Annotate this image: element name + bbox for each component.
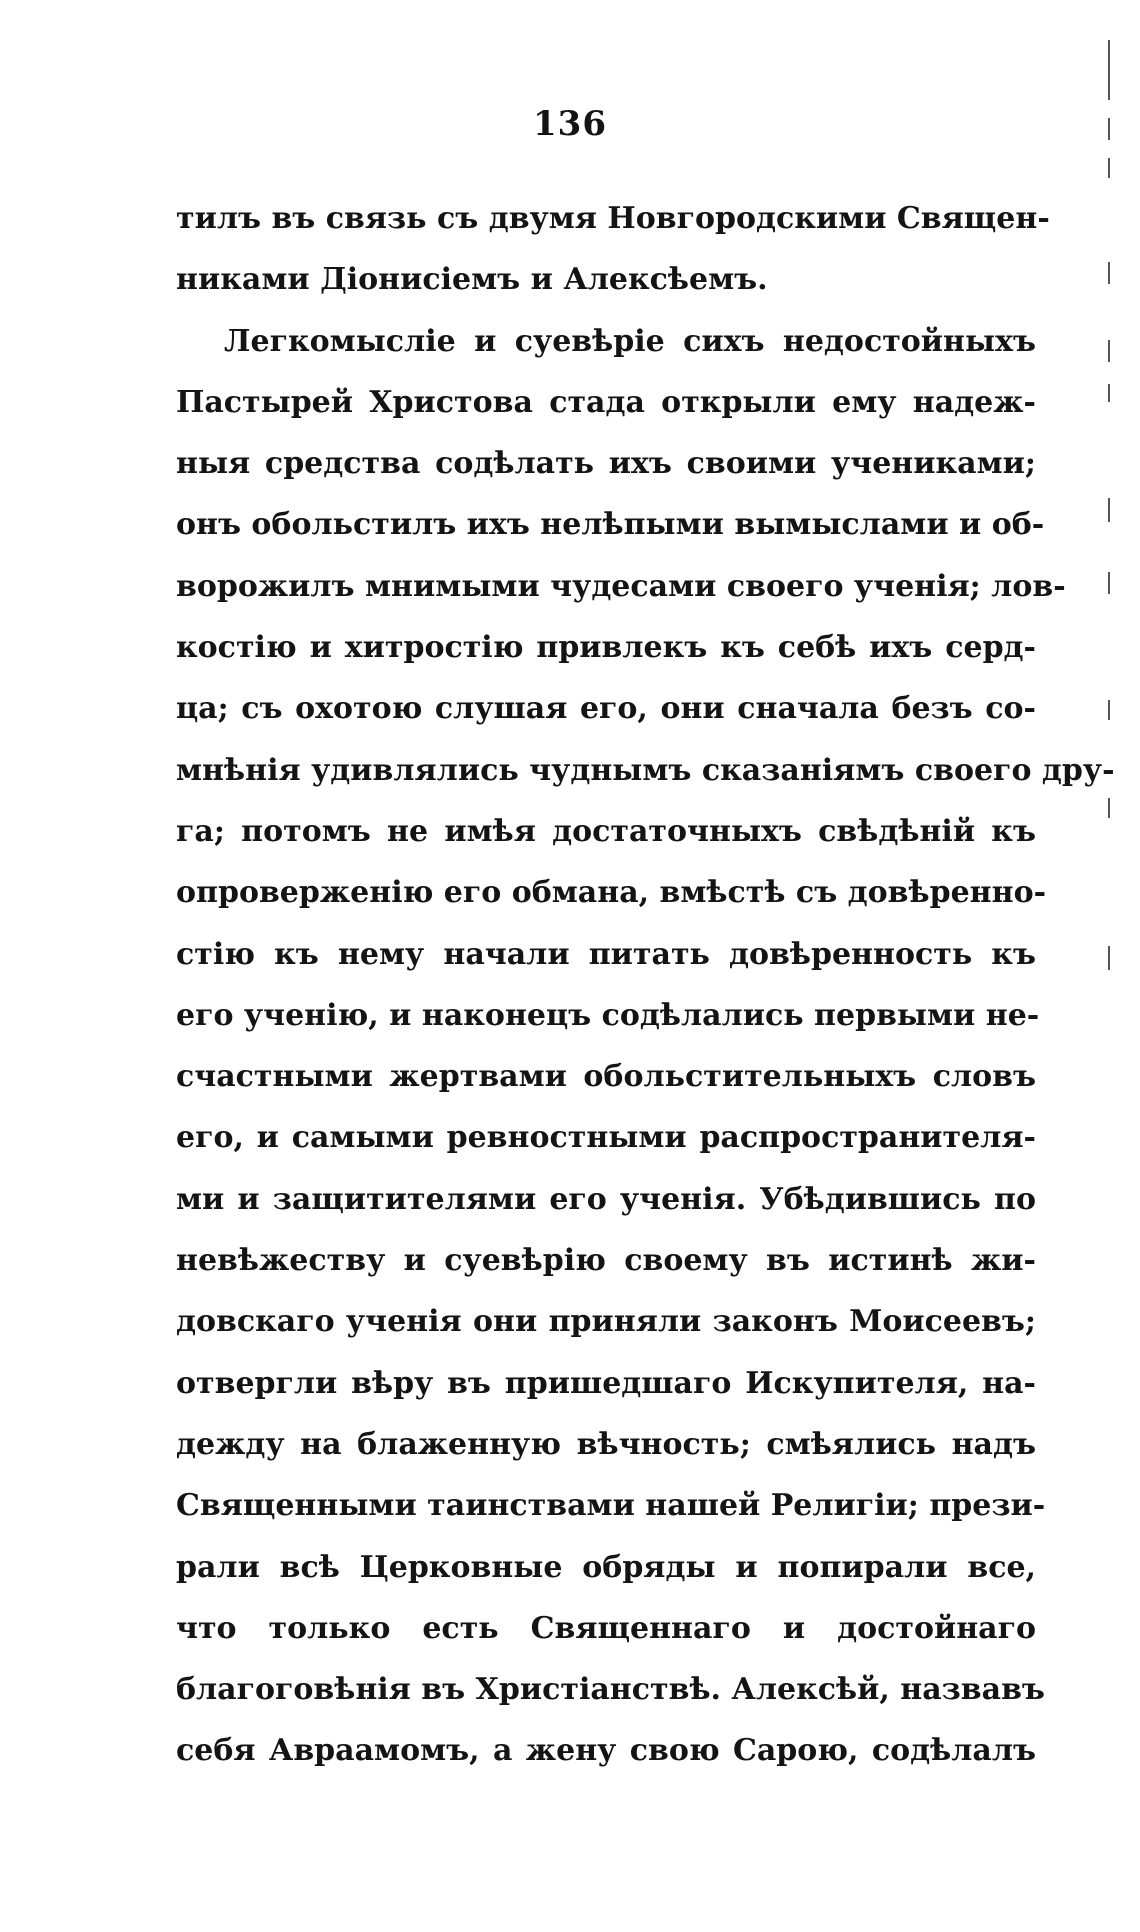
text-line: ныя средства содѣлать ихъ своими учениками; — [176, 446, 1036, 482]
text-line: ми и защитителями его ученія. Убѣдившись по — [176, 1181, 1036, 1217]
text-line: отвергли вѣру въ пришедшаго Искупителя, на- — [176, 1365, 1036, 1401]
scan-edge-mark — [1108, 40, 1110, 100]
scan-edge-mark — [1108, 498, 1110, 522]
text-line: ца; съ охотою слушая его, они сначала безъ со- — [176, 691, 1036, 727]
text-line: Священными таинствами нашей Религіи; прези- — [176, 1488, 1046, 1524]
page-number: 136 — [533, 104, 607, 144]
text-line: тилъ въ связь съ двумя Новгородскими Священ- — [176, 201, 1050, 236]
text-line: опроверженію его обмана, вмѣстѣ съ довѣренно- — [176, 875, 1047, 911]
text-line: счастными жертвами обольстительныхъ словъ — [176, 1059, 1036, 1095]
text-line: его, и самыми ревностными распространителя- — [176, 1120, 1036, 1156]
text-line: себя Авраамомъ, а жену свою Сарою, содѣлалъ — [176, 1733, 1036, 1769]
scan-edge-mark — [1108, 118, 1110, 140]
text-line: онъ обольстилъ ихъ нелѣпыми вымыслами и об- — [176, 507, 1045, 543]
text-line: ворожилъ мнимыми чудесами своего ученія; лов- — [176, 568, 1066, 604]
text-line: невѣжеству и суевѣрію своему въ истинѣ жи- — [176, 1243, 1036, 1279]
text-line: га; потомъ не имѣя достаточныхъ свѣдѣній къ — [176, 813, 1036, 849]
text-line: его ученію, и наконецъ содѣлались первыми не- — [176, 997, 1040, 1033]
scan-edge-mark — [1108, 158, 1110, 178]
text-line: что только есть Священнаго и достойнаго — [176, 1610, 1036, 1646]
text-line: никами Діонисіемъ и Алексѣемъ. — [176, 262, 768, 298]
scan-edge-mark — [1108, 340, 1110, 362]
scan-edge-mark — [1108, 572, 1110, 594]
scan-edge-mark — [1108, 946, 1110, 970]
body-text — [176, 188, 1115, 1782]
text-line: дежду на блаженную вѣчность; смѣялись надъ — [176, 1426, 1036, 1462]
text-line: довскаго ученія они приняли законъ Моисеевъ; — [176, 1304, 1036, 1340]
text-line: рали всѣ Церковные обряды и попирали все, — [176, 1549, 1036, 1585]
scan-edge-mark — [1108, 262, 1110, 284]
scan-edge-mark — [1108, 384, 1110, 402]
text-line: костію и хитростію привлекъ къ себѣ ихъ серд- — [176, 630, 1036, 666]
text-line: стію къ нему начали питать довѣренность къ — [176, 936, 1036, 972]
text-line: благоговѣнія въ Христіанствѣ. Алексѣй, назвавъ — [176, 1672, 1045, 1708]
scan-edge-mark — [1108, 700, 1110, 720]
scan-edge-mark — [1108, 798, 1110, 818]
text-line: Легкомысліе и суевѣріе сихъ недостойныхъ — [224, 323, 1036, 359]
text-line: мнѣнія удивлялись чуднымъ сказаніямъ своего дру- — [176, 752, 1115, 788]
text-line: Пастырей Христова стада открыли ему надеж- — [176, 384, 1036, 420]
